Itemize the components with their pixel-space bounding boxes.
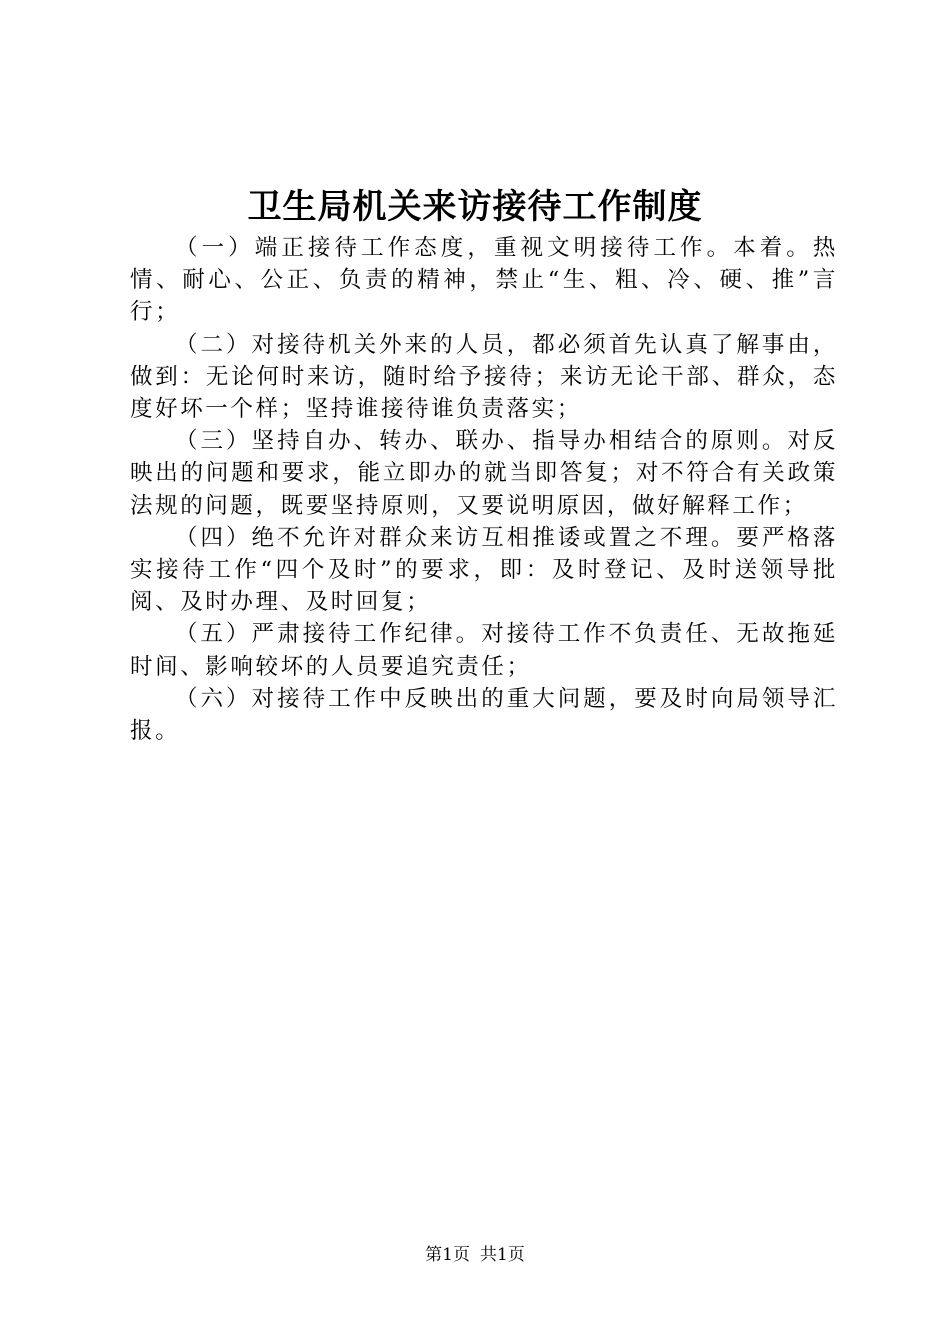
paragraph-3: （三）坚持自办、转办、联办、指导办相结合的原则。对反映出的问题和要求，能立即办的就当即答复；对不符合有关政策法规的问题，既要坚持原则，又要说明原因，做好解释工作；: [130, 428, 838, 519]
page-number: 第1页: [425, 1245, 470, 1265]
paragraph-1: （一）端正接待工作态度，重视文明接待工作。本着。热情、耐心、公正、负责的精神，禁止“生、粗、冷、硬、推”言行；: [130, 235, 838, 326]
document-body: [130, 232, 838, 747]
page-footer: [0, 1243, 950, 1267]
paragraph-6: （六）对接待工作中反映出的重大问题，要及时向局领导汇报。: [130, 685, 838, 745]
document-title: 卫生局机关来访接待工作制度: [247, 187, 703, 227]
paragraph-5: （五）严肃接待工作纪律。对接待工作不负责任、无故拖延时间、影响较坏的人员要追究责任；: [130, 621, 838, 680]
page-total: 共1页: [480, 1245, 525, 1265]
paragraph-2: （二）对接待机关外来的人员，都必须首先认真了解事由，做到：无论何时来访，随时给予接待；来访无论干部、群众，态度好坏一个样；坚持谁接待谁负责落实；: [130, 331, 838, 423]
paragraph-4: （四）绝不允许对群众来访互相推诿或置之不理。要严格落实接待工作“四个及时”的要求，即：及时登记、及时送领导批阅、及时办理、及时回复；: [130, 524, 838, 616]
